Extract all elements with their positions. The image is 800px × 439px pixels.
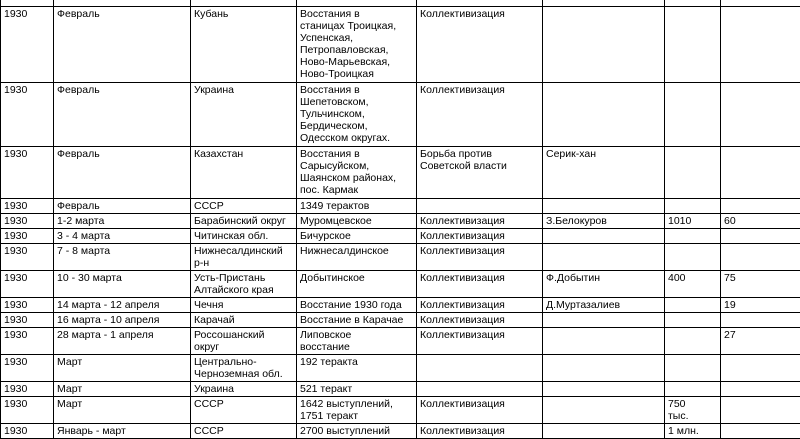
cell-year: 1930 [1,382,54,397]
cell-event: Восстание 1930 года [297,298,417,313]
table-row [1,397,800,424]
table-row [1,424,800,439]
table-row [1,229,800,244]
cell-cause: Коллективизация [417,424,543,439]
cell-date: Февраль [54,83,191,147]
cell-date: Январь - март [54,424,191,439]
cell-count-2 [721,83,800,147]
cell-count-1 [665,298,721,313]
cell-count-1 [665,83,721,147]
cell-count-2 [721,229,800,244]
cell-leader [543,355,665,382]
cell-count-2 [721,313,800,328]
cell-place: Чечня [191,298,297,313]
cell-count-1: 1 млн. [665,424,721,439]
cell-event: Восстания в Сарысуйском, Шаянском районах, пос. Кармак [297,147,417,199]
cell-year: 1930 [1,298,54,313]
cell-date: Февраль [54,147,191,199]
cell-year: 1930 [1,199,54,214]
cell-cause: Коллективизация [417,7,543,83]
cell-year: 1930 [1,83,54,147]
cell-event: Нижнесалдинское [297,244,417,271]
cell-event: Восстания в станицах Троицкая, Успенская, Петропавловская, Ново-Марьевская, Ново-Троицкая [297,7,417,83]
cell-event: 521 теракт [297,382,417,397]
cell-date: 7 - 8 марта [54,244,191,271]
cell-event: 1349 терактов [297,199,417,214]
table-row [1,313,800,328]
cell-count-2 [721,382,800,397]
cell-year: 1930 [1,271,54,298]
cell-count-2 [721,397,800,424]
cell-year: 1930 [1,313,54,328]
cell-place: Карачай [191,313,297,328]
table-row [1,244,800,271]
cell-date: 1-2 марта [54,214,191,229]
cell-count-2 [721,7,800,83]
cell-cause: Борьба против Советской власти [417,147,543,199]
cell-event: Восстания в Шепетовском, Тульчинском, Бердическом, Одесском округах. [297,83,417,147]
cell-year: 1930 [1,328,54,355]
cell-year: 1930 [1,229,54,244]
cell-count-2: 75 [721,271,800,298]
cell-event: Липовское восстание [297,328,417,355]
cell-cause: Коллективизация [417,397,543,424]
table-row [1,147,800,199]
cell-place: Нижнесалдинский р-н [191,244,297,271]
cell-event: 1642 выступлений, 1751 теракт [297,397,417,424]
table-row [1,355,800,382]
cell-cause: Коллективизация [417,313,543,328]
cell-place: СССР [191,397,297,424]
table-row [1,382,800,397]
cell-place: Казахстан [191,147,297,199]
cell-event: 2700 выступлений [297,424,417,439]
cell-year: 1930 [1,397,54,424]
table-row [1,199,800,214]
table-row [1,328,800,355]
cell-leader: Д.Муртазалиев [543,298,665,313]
cell-date: Февраль [54,7,191,83]
cell-leader: Ф.Добытин [543,271,665,298]
cell-leader [543,199,665,214]
cell-count-1: 1010 [665,214,721,229]
cell-leader [543,313,665,328]
cell-count-1: 400 [665,271,721,298]
cell-place: Читинская обл. [191,229,297,244]
table-row [1,7,800,83]
cell-cause: Коллективизация [417,83,543,147]
cell-leader [543,83,665,147]
cell-place: СССР [191,424,297,439]
cell-place: СССР [191,199,297,214]
cell-count-2 [721,355,800,382]
table-row [1,271,800,298]
cell-count-2 [721,199,800,214]
cell-leader [543,7,665,83]
cell-place: Украина [191,382,297,397]
cell-year: 1930 [1,7,54,83]
cell-year: 1930 [1,355,54,382]
cell-leader [543,382,665,397]
cell-cause: Коллективизация [417,244,543,271]
cell-year: 1930 [1,424,54,439]
cell-place: Кубань [191,7,297,83]
cell-cause: Коллективизация [417,298,543,313]
table-row [1,214,800,229]
cell-count-1: 750 тыс. [665,397,721,424]
cell-leader [543,328,665,355]
cell-count-1 [665,244,721,271]
cell-date: 10 - 30 марта [54,271,191,298]
cell-place: Усть-Пристань Алтайского края [191,271,297,298]
cell-leader [543,397,665,424]
cell-date: Февраль [54,199,191,214]
cell-cause: Коллективизация [417,271,543,298]
cell-cause [417,199,543,214]
cell-place: Барабинский округ [191,214,297,229]
cell-cause: Коллективизация [417,229,543,244]
cell-count-2 [721,424,800,439]
cell-place: Центрально- Черноземная обл. [191,355,297,382]
cell-date: 16 марта - 10 апреля [54,313,191,328]
cell-place: Россошанский округ [191,328,297,355]
cell-year: 1930 [1,147,54,199]
cell-event: Добытинское [297,271,417,298]
cell-year: 1930 [1,214,54,229]
cell-cause [417,355,543,382]
cell-cause: Коллективизация [417,328,543,355]
cell-count-1 [665,7,721,83]
cell-count-2 [721,244,800,271]
cell-leader: Серик-хан [543,147,665,199]
table-row [1,83,800,147]
cell-count-1 [665,313,721,328]
table-row [1,298,800,313]
cell-leader: З.Белокуров [543,214,665,229]
cell-cause [417,382,543,397]
cell-count-1 [665,199,721,214]
cell-count-1 [665,147,721,199]
cell-event: Муромцевское [297,214,417,229]
cell-date: 3 - 4 марта [54,229,191,244]
cell-date: Март [54,355,191,382]
cell-event: Восстание в Карачае [297,313,417,328]
cell-date: Март [54,397,191,424]
cell-count-2 [721,147,800,199]
cell-place: Украина [191,83,297,147]
cell-event: Бичурское [297,229,417,244]
cell-year: 1930 [1,244,54,271]
cell-leader [543,229,665,244]
cell-event: 192 теракта [297,355,417,382]
cell-count-2: 19 [721,298,800,313]
cell-count-2: 60 [721,214,800,229]
cell-count-1 [665,382,721,397]
cell-leader [543,424,665,439]
cell-count-1 [665,355,721,382]
cell-date: 14 марта - 12 апреля [54,298,191,313]
cell-count-1 [665,229,721,244]
cell-date: 28 марта - 1 апреля [54,328,191,355]
cell-cause: Коллективизация [417,214,543,229]
cell-count-2: 27 [721,328,800,355]
cell-date: Март [54,382,191,397]
cell-leader [543,244,665,271]
cell-count-1 [665,328,721,355]
